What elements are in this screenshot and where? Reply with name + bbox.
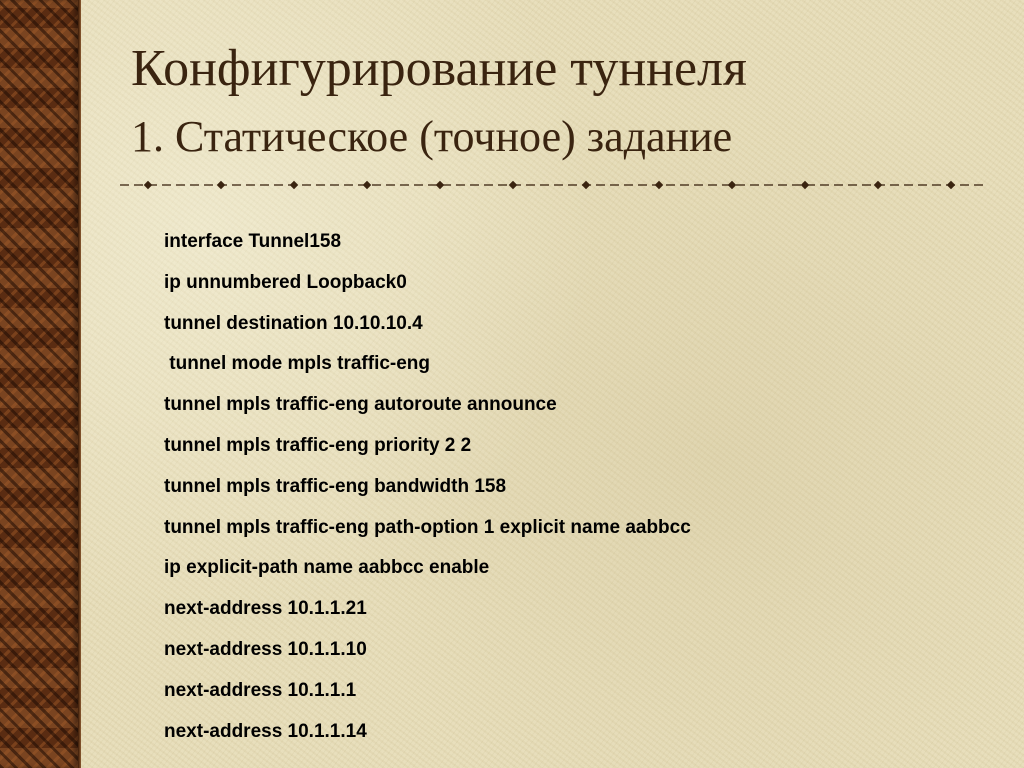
slide-subtitle: 1. Статическое (точное) задание	[131, 112, 733, 161]
divider-diamond	[947, 181, 955, 189]
config-line: next-address 10.1.1.10	[164, 638, 367, 660]
config-line: tunnel mpls traffic-eng autoroute announce	[164, 394, 557, 416]
decorative-divider	[118, 178, 994, 192]
divider-diamond	[217, 181, 225, 189]
config-line: ip explicit-path name aabbcc enable	[164, 557, 490, 579]
divider-diamond	[655, 181, 663, 189]
divider-diamond	[509, 181, 517, 189]
decorative-side-strip	[0, 0, 78, 768]
config-line: next-address 10.1.1.14	[164, 720, 367, 742]
config-line: interface Tunnel158	[164, 231, 342, 252]
divider-diamond	[144, 181, 152, 189]
divider-diamond	[801, 181, 809, 189]
divider-diamond	[874, 181, 882, 189]
divider-diamond	[582, 181, 590, 189]
slide-title: Конфигурирование туннеля	[131, 40, 747, 97]
config-line: tunnel mpls traffic-eng priority 2 2	[164, 434, 472, 456]
config-line: tunnel mode mpls traffic-eng	[164, 353, 431, 375]
config-line: tunnel mpls traffic-eng path-option 1 explicit name aabbcc	[164, 516, 691, 538]
config-code-list	[164, 229, 691, 759]
config-line: next-address 10.1.1.1	[164, 679, 357, 701]
divider-diamond	[436, 181, 444, 189]
divider-diamond	[728, 181, 736, 189]
config-line: tunnel destination 10.10.10.4	[164, 312, 423, 334]
config-line: tunnel mpls traffic-eng bandwidth 158	[164, 475, 507, 497]
config-line: ip unnumbered Loopback0	[164, 271, 407, 293]
config-line: next-address 10.1.1.21	[164, 598, 367, 620]
divider-diamond	[363, 181, 371, 189]
divider-diamond	[290, 181, 298, 189]
